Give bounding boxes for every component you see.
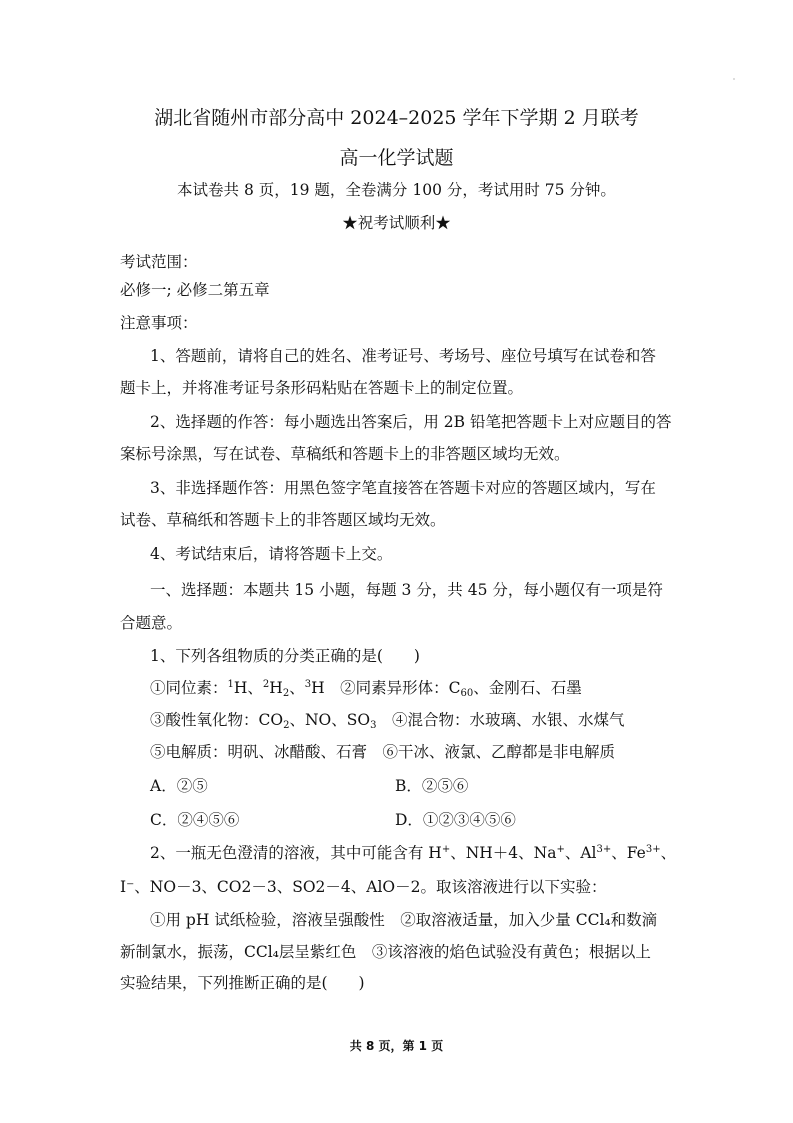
exam-title: 湖北省随州市部分高中 2024–2025 学年下学期 2 月联考: [154, 107, 639, 129]
scope-value: 必修一; 必修二第五章: [120, 281, 270, 299]
question-1-item-3: ⑤电解质：明矾、冰醋酸、石膏 ⑥干冰、液氯、乙醇都是非电解质: [150, 743, 616, 761]
exam-info: 本试卷共 8 页，19 题，全卷满分 100 分，考试用时 75 分钟。: [177, 181, 616, 199]
exam-subtitle: 高一化学试题: [339, 147, 454, 169]
note-1-line-1: 1、答题前，请将自己的姓名、准考证号、考场号、座位号填写在试卷和答: [150, 347, 656, 365]
section-1-heading-line-1: 一、选择题：本题共 15 小题，每题 3 分，共 45 分，每小题仅有一项是符: [150, 581, 663, 599]
question-2-line-2: I⁻、NO－3、CO2－3、SO2－4、AlO－2。取该溶液进行以下实验：: [120, 878, 607, 896]
note-3-line-2: 试卷、草稿纸和答题卡上的非答题区域均无效。: [120, 511, 446, 529]
question-1-stem: 1、下列各组物质的分类正确的是( ): [150, 647, 420, 665]
good-luck-line: ★祝考试顺利★: [342, 214, 451, 232]
scan-speck: [733, 78, 735, 80]
question-1-item-2: ③酸性氧化物：$CO_2$、NO、$SO_3$ ④混合物：水玻璃、水银、水煤气: [150, 711, 625, 731]
section-1-heading-line-2: 合题意。: [120, 614, 183, 632]
notes-label: 注意事项：: [120, 314, 198, 332]
page-footer: 共 8 页，第 1 页: [349, 1039, 444, 1053]
note-3-line-1: 3、非选择题作答：用黑色签字笔直接答在答题卡对应的答题区域内，写在: [150, 479, 656, 497]
note-2-line-1: 2、选择题的作答：每小题选出答案后，用 2B 铅笔把答题卡上对应题目的答: [150, 413, 672, 431]
question-2-line-4: 新制氯水，振荡，CCl₄层呈紫红色 ③该溶液的焰色试验没有黄色；根据以上: [120, 943, 651, 961]
question-1-option-d: D．①②③④⑤⑥: [395, 811, 516, 829]
question-1-option-a: A．②⑤: [150, 777, 208, 795]
scope-label: 考试范围：: [120, 253, 198, 271]
question-2-line-5: 实验结果，下列推断正确的是( ): [120, 974, 365, 992]
question-1-option-b: B．②⑤⑥: [395, 777, 469, 795]
note-2-line-2: 案标号涂黑，写在试卷、草稿纸和答题卡上的非答题区域均无效。: [120, 445, 570, 463]
question-2-line-3: ①用 pH 试纸检验，溶液呈强酸性 ②取溶液适量，加入少量 CCl₄和数滴: [150, 911, 658, 929]
question-2-line-1: 2、一瓶无色澄清的溶液，其中可能含有 H+、NH＋4、Na+、$Al^{3+}$、$Fe^{3+}$、: [150, 844, 677, 862]
question-1-item-1: ①同位素：$^1$H、$^2H_2$、$^3$H ②同素异形体：$C_{60}$、金刚石、石墨: [150, 679, 582, 699]
note-4: 4、考试结束后，请将答题卡上交。: [150, 545, 393, 563]
note-1-line-2: 题卡上，并将准考证号条形码粘贴在答题卡上的制定位置。: [120, 379, 524, 397]
question-1-option-c: C．②④⑤⑥: [150, 811, 240, 829]
